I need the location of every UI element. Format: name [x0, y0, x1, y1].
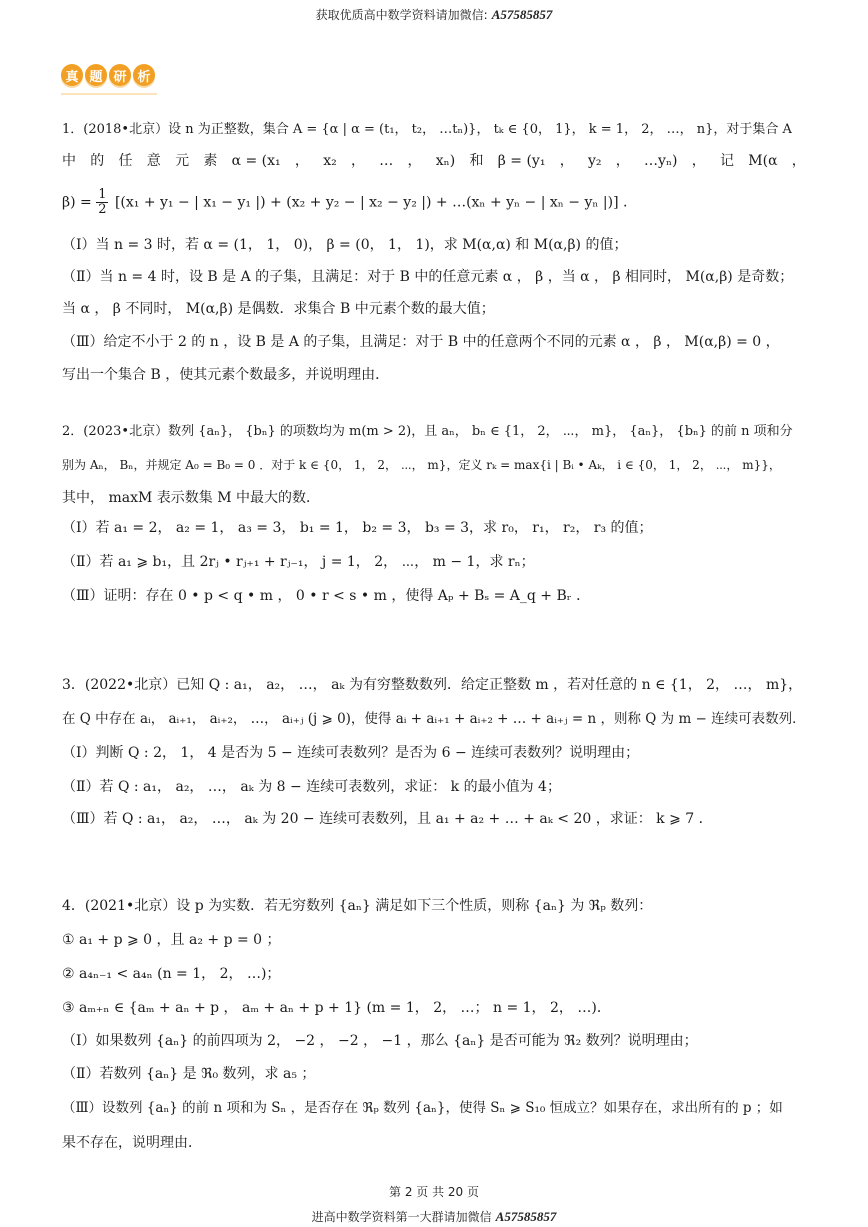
- problem-1-line: （Ⅲ）给定不小于 2 的 n ，设 B 是 A 的子集，且满足：对于 B 中的任意两个不同的元素 α ， β ， M(α,β) = 0 ，: [62, 334, 780, 350]
- problem-2-line: （Ⅲ）证明：存在 0 • p < q • m ， 0 • r < s • m ，使得 Aₚ + Bₛ = A_q + Bᵣ ．: [62, 588, 591, 604]
- text-token: ，: [615, 153, 630, 169]
- text-token: M(α: [748, 153, 778, 169]
- problem-3-line: （Ⅲ）若 Q : a₁， a₂， …， aₖ 为 20 − 连续可表数列，且 a₁ + a₂ + … + aₖ < 20 ，求证： k ⩾ 7 ．: [62, 811, 713, 827]
- problem-3-line: （Ⅱ）若 Q : a₁， a₂， …， aₖ 为 8 − 连续可表数列，求证： k 的最小值为 4；: [62, 779, 561, 795]
- badge-char: 真: [61, 64, 83, 86]
- problem-3-line: 在 Q 中存在 aᵢ， aᵢ₊₁， aᵢ₊₂， …， aᵢ₊ⱼ (j ⩾ 0)，使得 aᵢ + aᵢ₊₁ + aᵢ₊₂ + … + aᵢ₊ⱼ = n ，则称 Q 为 m − 连续可表数列．: [62, 711, 806, 727]
- formula-lhs: β) =: [62, 194, 92, 211]
- text-token: α = (x₁: [231, 153, 281, 169]
- page-footer: [0, 1208, 868, 1225]
- problem-1-formula-line: [62, 188, 627, 217]
- text-token: x₂: [323, 153, 337, 169]
- fraction: [96, 188, 108, 217]
- problem-4-line: （Ⅲ）设数列 {aₙ} 的前 n 项和为 Sₙ ，是否存在 ℜₚ 数列 {aₙ}，使得 Sₙ ⩾ S₁₀ 恒成立？如果存在，求出所有的 p ；如: [62, 1100, 783, 1116]
- text-token: 中: [62, 153, 76, 169]
- text-token: …yₙ): [644, 153, 678, 169]
- text-token: 素: [203, 153, 218, 169]
- problem-4-line: 果不存在，说明理由．: [62, 1135, 202, 1151]
- badge-char: 析: [133, 64, 155, 86]
- page-number: 第 2 页 共 20 页: [389, 1185, 479, 1199]
- problem-4-line: （Ⅱ）若数列 {aₙ} 是 ℜ₀ 数列，求 a₅ ；: [62, 1066, 316, 1082]
- text-token: xₙ): [435, 153, 456, 169]
- text-token: ，: [691, 153, 706, 169]
- text-token: y₂: [587, 153, 602, 169]
- problem-2-line: （Ⅱ）若 a₁ ⩾ b₁，且 2rⱼ • rⱼ₊₁ + rⱼ₋₁， j = 1， 2， ⋯， m − 1，求 rₙ；: [62, 554, 535, 570]
- header-code: A57585857: [491, 7, 553, 22]
- fraction-denominator: 2: [98, 202, 107, 217]
- problem-3-line: 3．(2022•北京）已知 Q : a₁， a₂， …， aₖ 为有穷整数数列．给定正整数 m ，若对任意的 n ∈ {1， 2， …， m}，: [62, 677, 803, 693]
- problem-1-line: 1．(2018•北京）设 n 为正整数，集合 A = {α | α = (t₁， t₂， …tₙ)}， tₖ ∈ {0， 1}， k = 1， 2， …， n}，对于集合 A: [62, 122, 792, 137]
- fraction-numerator: 1: [98, 187, 107, 202]
- text-token: …: [379, 153, 394, 169]
- badge-underline: [61, 93, 157, 95]
- text-token: ，: [559, 153, 574, 169]
- problem-4-line: ② a₄ₙ₋₁ < a₄ₙ (n = 1， 2， …)；: [62, 966, 281, 982]
- badge-char: 研: [109, 64, 131, 86]
- problem-1-line: 写出一个集合 B ，使其元素个数最多，并说明理由．: [62, 367, 390, 383]
- text-token: 的: [90, 153, 105, 169]
- section-badge: [61, 64, 155, 86]
- problem-1-justified-line: [62, 152, 806, 170]
- text-token: ，: [350, 153, 365, 169]
- text-token: 记: [720, 153, 734, 169]
- page-header: [0, 6, 868, 23]
- footer-code: A57585857: [495, 1209, 557, 1224]
- formula-rhs: [(x₁ + y₁ − | x₁ − y₁ |) + (x₂ + y₂ − | x₂ − y₂ |) + …(xₙ + yₙ − | xₙ − yₙ |)] .: [114, 194, 628, 211]
- text-token: 意: [146, 153, 161, 169]
- problem-2-line: 2．(2023•北京）数列 {aₙ}， {bₙ} 的项数均为 m(m > 2)，且 aₙ， bₙ ∈ {1， 2， ⋯， m}， {aₙ}， {bₙ} 的前 n 项和分: [62, 424, 793, 439]
- header-text: 获取优质高中数学资料请加微信:: [315, 8, 488, 22]
- problem-4-line: ① a₁ + p ⩾ 0 ，且 a₂ + p = 0 ；: [62, 932, 281, 948]
- problem-1-line: （Ⅰ）当 n = 3 时，若 α = (1， 1， 0)， β = (0， 1， 1)，求 M(α,α) 和 M(α,β) 的值；: [62, 237, 628, 253]
- badge-char: 题: [85, 64, 107, 86]
- text-token: ，: [294, 153, 309, 169]
- text-token: 和: [469, 153, 484, 169]
- text-token: β = (y₁: [497, 153, 546, 169]
- problem-2-line: （Ⅰ）若 a₁ = 2， a₂ = 1， a₃ = 3， b₁ = 1， b₂ = 3， b₃ = 3，求 r₀， r₁， r₂， r₃ 的值；: [62, 520, 653, 536]
- footer-text: 进高中数学资料第一大群请加微信: [311, 1210, 492, 1224]
- problem-3-line: （Ⅰ）判断 Q : 2， 1， 4 是否为 5 − 连续可表数列？是否为 6 − 连续可表数列？说明理由；: [62, 745, 640, 761]
- text-token: 元: [175, 153, 190, 169]
- problem-1-line: （Ⅱ）当 n = 4 时，设 B 是 A 的子集，且满足：对于 B 中的任意元素 α ， β ，当 α ， β 相同时， M(α,β) 是奇数；: [62, 269, 794, 285]
- text-token: 任: [118, 153, 133, 169]
- problem-1-line: 当 α ， β 不同时， M(α,β) 是偶数．求集合 B 中元素个数的最大值；: [62, 301, 495, 317]
- problem-4-line: 4．(2021•北京）设 p 为实数．若无穷数列 {aₙ} 满足如下三个性质，则称 {aₙ} 为 ℜₚ 数列：: [62, 898, 653, 914]
- text-token: ，: [791, 153, 806, 169]
- problem-2-line: 其中， maxM 表示数集 M 中最大的数．: [62, 490, 320, 506]
- text-token: ，: [407, 153, 422, 169]
- problem-4-line: （Ⅰ）如果数列 {aₙ} 的前四项为 2， −2 ， −2 ， −1 ，那么 {aₙ} 是否可能为 ℜ₂ 数列？说明理由；: [62, 1033, 698, 1049]
- problem-2-line: 别为 Aₙ， Bₙ，并规定 A₀ = B₀ = 0 ．对于 k ∈ {0， 1， 2， ⋯， m}，定义 rₖ = max{i | Bᵢ • Aₖ， i ∈ {0， 1， 2， ⋯， m}}，: [62, 458, 781, 472]
- problem-4-line: ③ aₘ₊ₙ ∈ {aₘ + aₙ + p ， aₘ + aₙ + p + 1} (m = 1， 2， …； n = 1， 2， …)．: [62, 1000, 611, 1016]
